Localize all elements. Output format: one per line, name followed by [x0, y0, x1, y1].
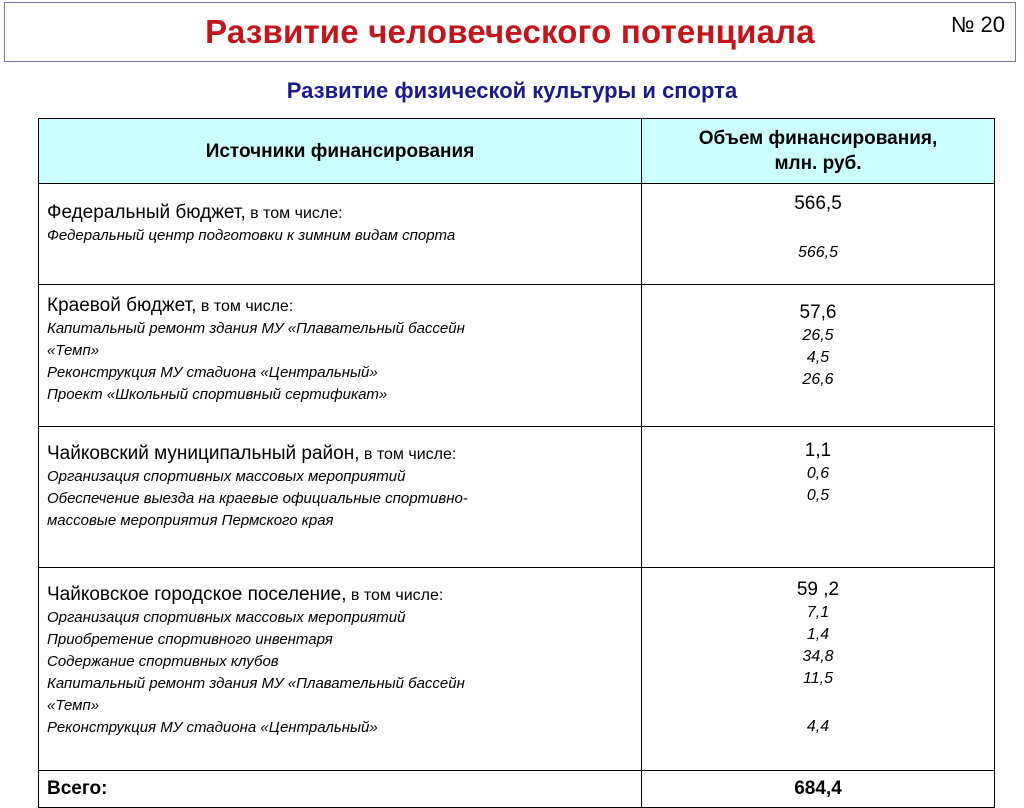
row-item: Реконструкция МУ стадиона «Центральный» [47, 719, 378, 736]
row-item: Организация спортивных массовых мероприятий [47, 468, 406, 485]
row-item: Капитальный ремонт здания МУ «Плавательный бассейн [47, 320, 465, 337]
row-heading-suffix: в том числе: [346, 587, 444, 604]
row-item-value: 4,5 [806, 349, 830, 366]
row-item: Реконструкция МУ стадиона «Центральный» [47, 364, 378, 381]
row-item-value: 4,4 [806, 718, 830, 735]
title-frame [4, 2, 1016, 62]
source-cell [39, 568, 642, 771]
column-header-sources: Источники финансирования [39, 119, 642, 184]
row-item-continued: «Темп» [47, 342, 100, 359]
row-item-value: 11,5 [803, 670, 833, 687]
row-total: 57,6 [799, 302, 837, 323]
row-heading [47, 295, 633, 318]
row-item-continued: массовые мероприятия Пермского края [47, 512, 334, 529]
row-item-value: 34,8 [802, 648, 834, 665]
row-total: 1,1 [804, 440, 832, 461]
source-cell [39, 184, 642, 285]
amount-cell [642, 568, 995, 771]
row-item-continued: «Темп» [47, 697, 100, 714]
source-cell [39, 427, 642, 568]
row-item: Организация спортивных массовых мероприятий [47, 609, 406, 626]
amount-cell [642, 285, 995, 427]
amount-cell [642, 427, 995, 568]
table-row-district [39, 427, 995, 568]
column-header-amount-line2: млн. руб. [774, 153, 862, 174]
row-item: Федеральный центр подготовки к зимним видам спорта [47, 227, 456, 244]
row-heading [47, 443, 633, 466]
page-title: Развитие человеческого потенциала [205, 13, 815, 50]
slide-number: № 20 [950, 12, 1005, 37]
financing-table [38, 118, 995, 808]
row-item-value: 0,5 [806, 487, 830, 504]
amount-cell [642, 184, 995, 285]
row-item: Обеспечение выезда на краевые официальные спортивно- [47, 490, 468, 507]
table-row-regional [39, 285, 995, 427]
table-row-federal [39, 184, 995, 285]
row-item-value: 0,6 [806, 465, 830, 482]
row-total: 566,5 [794, 193, 842, 214]
row-item: Капитальный ремонт здания МУ «Плавательный бассейн [47, 675, 465, 692]
row-item-value: 26,6 [802, 371, 834, 388]
table-row-total [39, 771, 995, 808]
row-item-value: 26,5 [802, 327, 834, 344]
table-header-row [39, 119, 995, 184]
total-label: Всего: [39, 771, 642, 808]
column-header-amount-line1: Объем финансирования, [698, 128, 938, 149]
row-heading [47, 202, 633, 225]
row-item: Проект «Школьный спортивный сертификат» [47, 386, 388, 403]
row-heading-text: Федеральный бюджет, [47, 202, 246, 223]
total-value: 684,4 [642, 771, 995, 808]
row-heading [47, 584, 633, 607]
row-heading-suffix: в том числе: [359, 446, 457, 463]
row-heading-suffix: в том числе: [245, 205, 343, 222]
row-item-value: 566,5 [797, 244, 839, 261]
row-item: Приобретение спортивного инвентаря [47, 631, 333, 648]
row-item: Содержание спортивных клубов [47, 653, 279, 670]
section-subtitle: Развитие физической культуры и спорта [286, 78, 738, 103]
row-heading-text: Чайковский муниципальный район, [47, 443, 360, 464]
row-heading-suffix: в том числе: [196, 298, 294, 315]
column-header-amount [642, 119, 995, 184]
row-heading-text: Чайковское городское поселение, [47, 584, 347, 605]
source-cell [39, 285, 642, 427]
row-item-value: 1,4 [806, 626, 830, 643]
table-row-settlement [39, 568, 995, 771]
row-item-value: 7,1 [806, 604, 830, 621]
row-total: 59 ,2 [796, 579, 840, 600]
row-heading-text: Краевой бюджет, [47, 295, 197, 316]
